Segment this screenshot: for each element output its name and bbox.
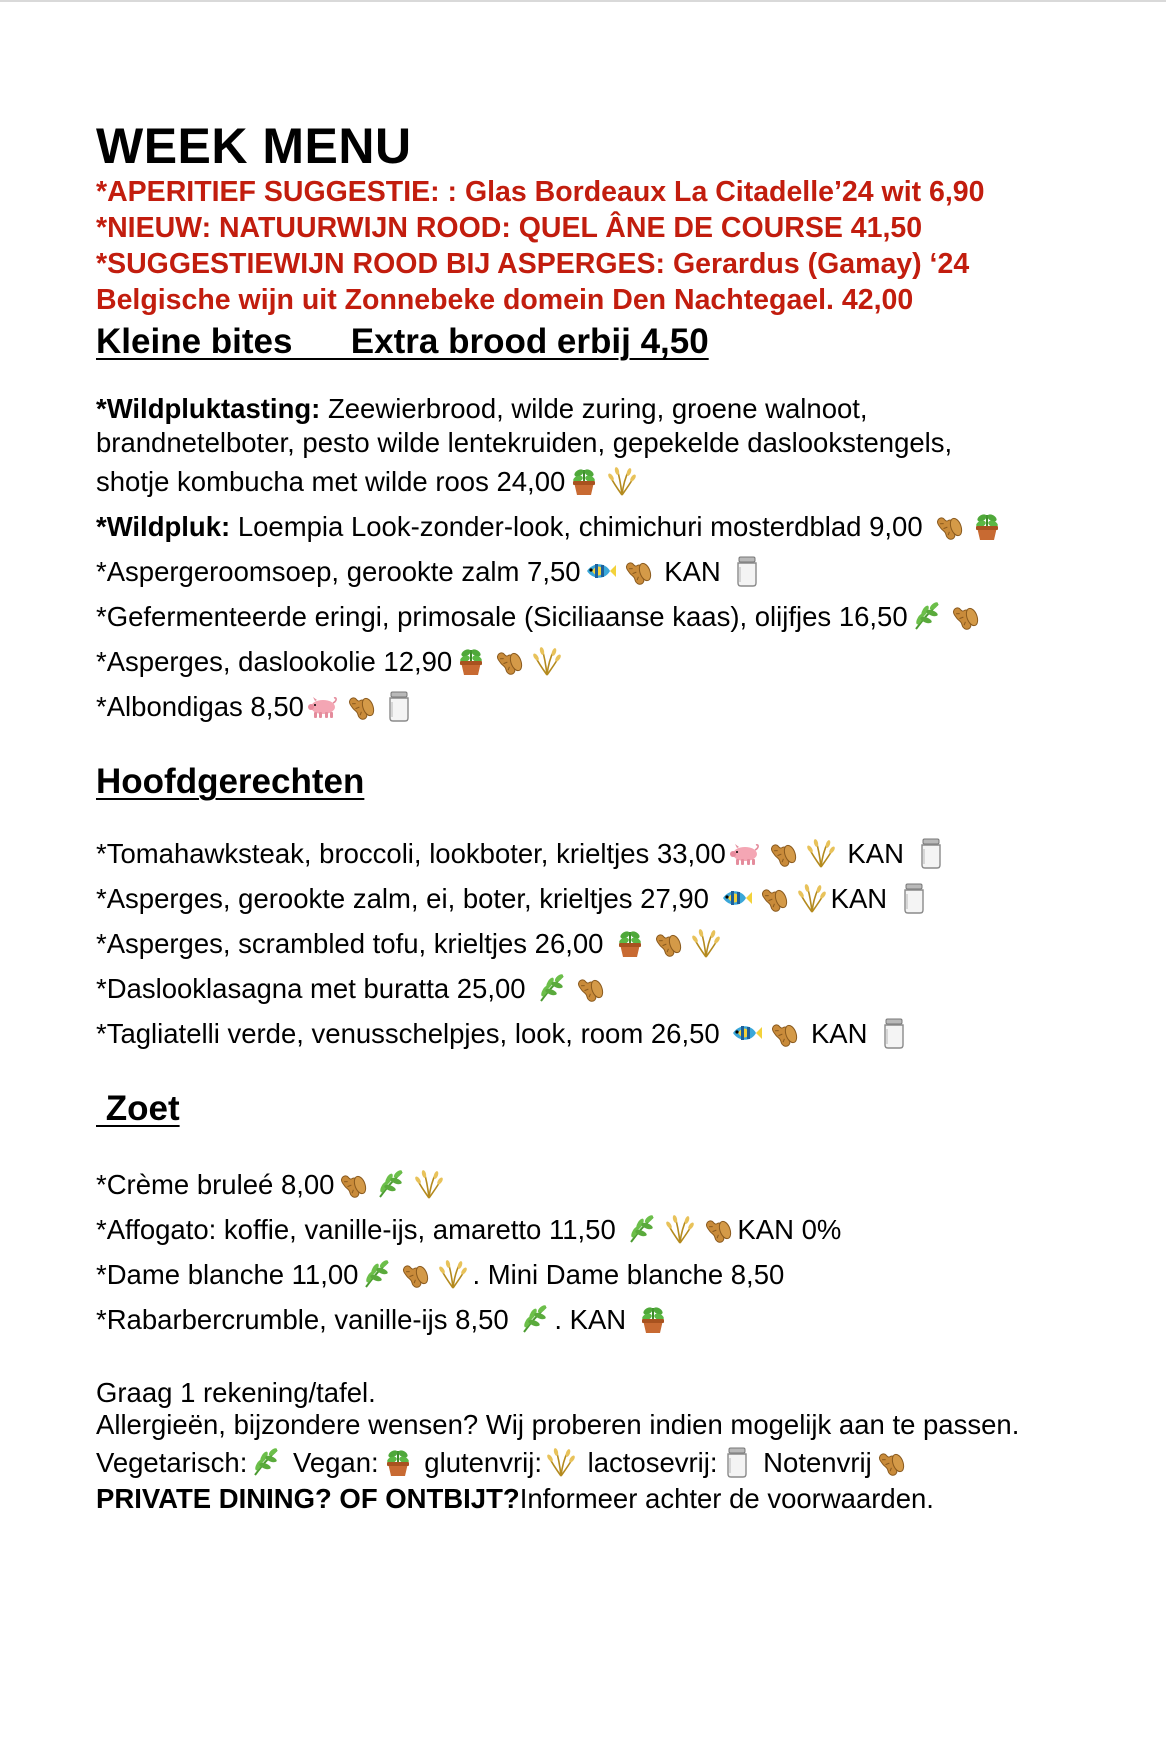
menu-item (96, 464, 1116, 499)
lactose-icon (730, 554, 764, 588)
gluten-icon (663, 1212, 697, 1246)
menu-item-text: *Asperges, daslookolie 12,90 (96, 646, 453, 677)
suggestion-line: Belgische wijn uit Zonnebeke domein Den Nachtegael. 42,00 (96, 284, 914, 316)
lactose-icon (914, 836, 948, 870)
menu-item-text: *Rabarbercrumble, vanille-ijs 8,50 (96, 1304, 517, 1335)
vegetarian-icon (625, 1212, 659, 1246)
menu-item-text: *Aspergeroomsoep, gerookte zalm 7,50 (96, 556, 581, 587)
nut-icon (766, 836, 800, 870)
top-border (0, 0, 1166, 2)
menu-item-text: Zeewierbrood, wilde zuring, groene walnoot, (320, 393, 868, 424)
gluten-icon (436, 1257, 470, 1291)
nut-icon (651, 926, 685, 960)
menu-item (96, 392, 1116, 426)
legend-label: Vegan: (285, 1447, 379, 1478)
menu-item-text: *Affogato: koffie, vanille-ijs, amaretto 11,50 (96, 1214, 624, 1245)
menu-item (96, 644, 1116, 679)
menu-item (96, 1302, 1116, 1337)
footer-private-dining (96, 1481, 1116, 1517)
menu-item-text: Loempia Look-zonder-look, chimichuri mosterdblad 9,00 (230, 511, 931, 542)
menu-item-text: *Albondigas 8,50 (96, 691, 304, 722)
menu-item (96, 1257, 1116, 1292)
vegetarian-icon (535, 971, 569, 1005)
vegan-icon (613, 926, 647, 960)
nut-icon (932, 509, 966, 543)
menu-item-extra: KAN (830, 883, 895, 914)
menu-item-extra: KAN 0% (737, 1214, 842, 1245)
vegetarian-icon (360, 1257, 394, 1291)
nut-icon (621, 554, 655, 588)
allergen-legend (96, 1445, 1116, 1481)
nut-icon (767, 1016, 801, 1050)
page-title: WEEK MENU (96, 118, 412, 174)
menu-item-name: *Wildpluk: (96, 511, 231, 542)
legend-label: lactosevrij: (580, 1447, 718, 1478)
kleine-bites-list (96, 392, 1116, 724)
vegan-icon (970, 509, 1004, 543)
section-heading-hoofdgerechten: Hoofdgerechten (96, 762, 365, 801)
lactose-icon (877, 1016, 911, 1050)
lactose-icon (382, 689, 416, 723)
menu-item (96, 1212, 1116, 1247)
menu-item-text: *Crème bruleé 8,00 (96, 1169, 335, 1200)
gluten-icon (530, 644, 564, 678)
section-heading-kleine-bites: Kleine bites Extra brood erbij 4,50 (96, 322, 709, 361)
nut-icon (701, 1212, 735, 1246)
vegan-icon (567, 464, 601, 498)
menu-item (96, 599, 1116, 634)
wine-suggestions (96, 174, 1116, 318)
private-dining-label: PRIVATE DINING? OF ONTBIJT? (96, 1483, 520, 1514)
vegetarian-icon (518, 1302, 552, 1336)
menu-item (96, 554, 1116, 589)
menu-item (96, 509, 1116, 544)
menu-item-text: shotje kombucha met wilde roos 24,00 (96, 466, 566, 497)
menu-item-text: *Asperges, gerookte zalm, ei, boter, krieltjes 27,90 (96, 883, 717, 914)
hoofdgerechten-list (96, 836, 1116, 1051)
nut-icon (398, 1257, 432, 1291)
menu-item-extra: . KAN (554, 1304, 634, 1335)
vegan-icon (636, 1302, 670, 1336)
menu-item (96, 1016, 1116, 1051)
fish-icon (719, 881, 753, 915)
section-heading-zoet: Zoet (96, 1089, 180, 1128)
menu-item-text: *Tagliatelli verde, venusschelpjes, look, room 26,50 (96, 1018, 728, 1049)
menu-item-text: *Tomahawksteak, broccoli, lookboter, krieltjes 33,00 (96, 838, 726, 869)
suggestion-line: *APERITIEF SUGGESTIE: : Glas Bordeaux La Citadelle’24 wit 6,90 (96, 176, 985, 208)
vegetarian-icon (249, 1445, 283, 1479)
menu-item (96, 689, 1116, 724)
gluten-icon (804, 836, 838, 870)
gluten-icon (544, 1445, 578, 1479)
gluten-icon (689, 926, 723, 960)
nut-icon (948, 599, 982, 633)
vegan-icon (454, 644, 488, 678)
menu-item (96, 1167, 1116, 1202)
pig-icon (306, 689, 340, 723)
footer-bill-note: Graag 1 rekening/tafel. (96, 1377, 376, 1408)
legend-label: glutenvrij: (416, 1447, 542, 1478)
gluten-icon (605, 464, 639, 498)
fish-icon (583, 554, 617, 588)
footer-allergy-note: Allergieën, bijzondere wensen? Wij proberen indien mogelijk aan te passen. (96, 1409, 1020, 1440)
legend-label: Notenvrij (755, 1447, 872, 1478)
legend-label: Vegetarisch: (96, 1447, 248, 1478)
gluten-icon (795, 881, 829, 915)
lactose-icon (897, 881, 931, 915)
suggestion-line: *NIEUW: NATUURWIJN ROOD: QUEL ÂNE DE COURSE 41,50 (96, 212, 923, 244)
menu-item (96, 926, 1116, 961)
menu-item (96, 881, 1116, 916)
menu-item-name: *Wildpluktasting: (96, 393, 321, 424)
menu-item-text: *Gefermenteerde eringi, primosale (Siciliaanse kaas), olijfjes 16,50 (96, 601, 908, 632)
vegetarian-icon (910, 599, 944, 633)
menu-item (96, 836, 1116, 871)
fish-icon (729, 1016, 763, 1050)
menu-item-text: *Asperges, scrambled tofu, krieltjes 26,00 (96, 928, 612, 959)
lactose-icon (720, 1445, 754, 1479)
gluten-icon (412, 1167, 446, 1201)
nut-icon (492, 644, 526, 678)
menu-item-extra: KAN (839, 838, 912, 869)
zoet-list (96, 1167, 1116, 1337)
menu-item-extra: . Mini Dame blanche 8,50 (472, 1259, 785, 1290)
week-menu (96, 118, 1116, 1517)
menu-item (96, 426, 1116, 460)
menu-item-text: brandnetelboter, pesto wilde lentekruiden, gepekelde daslookstengels, (96, 427, 953, 458)
private-dining-text: Informeer achter de voorwaarden. (519, 1483, 934, 1514)
menu-item-extra: KAN (656, 556, 729, 587)
menu-item (96, 971, 1116, 1006)
pig-icon (728, 836, 762, 870)
nut-icon (573, 971, 607, 1005)
suggestion-line: *SUGGESTIEWIJN ROOD BIJ ASPERGES: Gerardus (Gamay) ‘24 (96, 248, 970, 280)
menu-item-extra: KAN (803, 1018, 876, 1049)
vegetarian-icon (374, 1167, 408, 1201)
nut-icon (344, 689, 378, 723)
footer (96, 1377, 1116, 1517)
nut-icon (757, 881, 791, 915)
nut-icon (336, 1167, 370, 1201)
menu-item-text: *Daslooklasagna met buratta 25,00 (96, 973, 534, 1004)
menu-item-text: *Dame blanche 11,00 (96, 1259, 359, 1290)
nut-icon (874, 1445, 908, 1479)
vegan-icon (381, 1445, 415, 1479)
